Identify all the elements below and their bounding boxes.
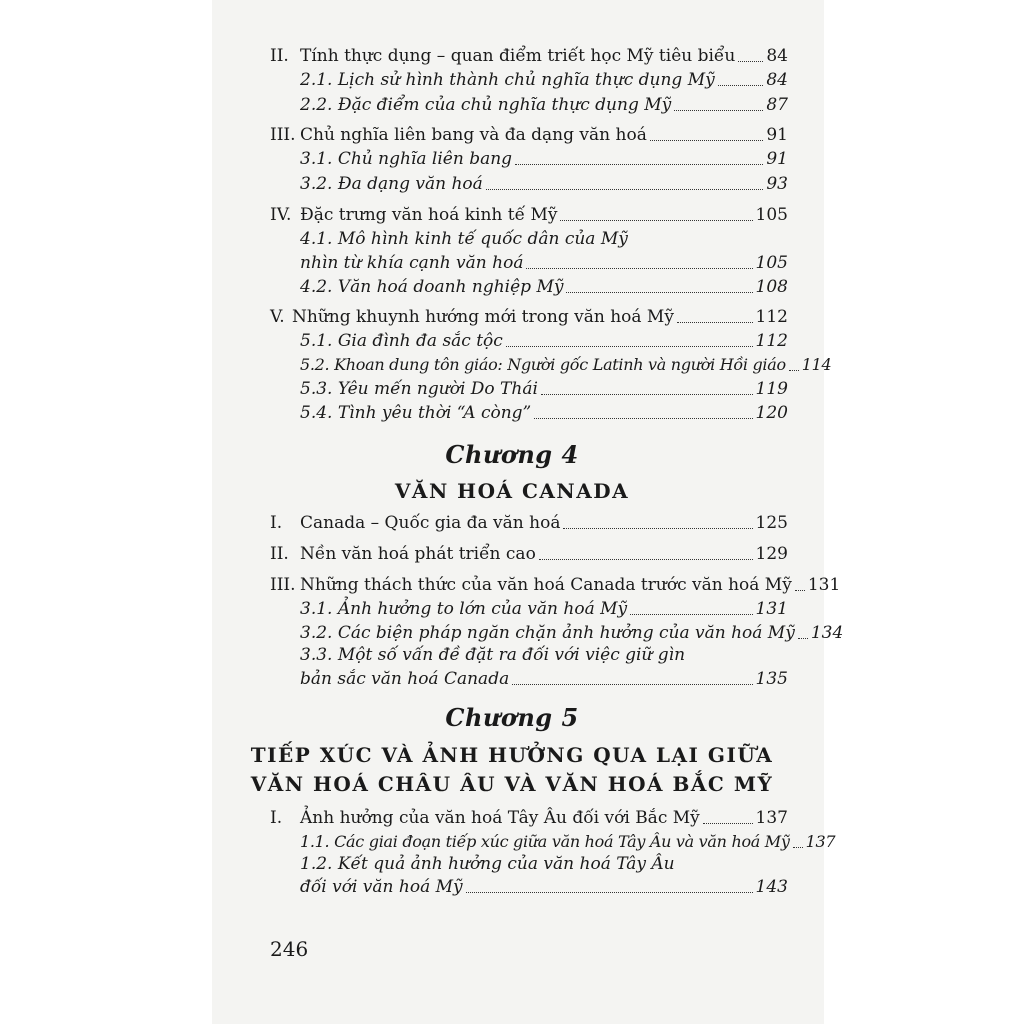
chapter-title: VĂN HOÁ CHÂU ÂU VÀ VĂN HOÁ BẮC MỸ: [250, 772, 774, 796]
dot-leader: [795, 590, 805, 591]
toc-entry-title: Những thách thức của văn hoá Canada trước văn hoá Mỹ: [300, 575, 792, 595]
dot-leader: [738, 61, 763, 62]
toc-entry-title: Chủ nghĩa liên bang và đa dạng văn hoá: [300, 125, 647, 145]
toc-entry-title: 5.3. Yêu mến người Do Thái: [300, 379, 538, 399]
toc-entry-page: 108: [755, 277, 788, 297]
toc-entry-page: 87: [766, 95, 788, 115]
dot-leader: [677, 322, 753, 323]
toc-entry-page: 129: [755, 544, 788, 564]
toc-entry-page: 112: [755, 331, 788, 351]
toc-entry-title: 3.2. Đa dạng văn hoá: [300, 174, 483, 194]
toc-entry-title: bản sắc văn hoá Canada: [300, 669, 510, 689]
dot-leader: [563, 528, 752, 529]
toc-entry-title: Ảnh hưởng của văn hoá Tây Âu đối với Bắc Mỹ: [300, 808, 700, 828]
toc-entry: [270, 807, 788, 829]
chapter-label: Chương 5: [445, 703, 579, 732]
toc-entry-title: nhìn từ khía cạnh văn hoá: [300, 253, 524, 273]
toc-entry: [300, 378, 788, 400]
toc-entry-page: 125: [755, 513, 788, 533]
dot-leader: [515, 164, 763, 165]
dot-leader: [674, 110, 763, 111]
dot-leader: [793, 847, 803, 848]
toc-entry-number: III.: [270, 125, 296, 145]
chapter-title: VĂN HOÁ CANADA: [394, 479, 630, 503]
toc-entry-page: 137: [805, 832, 836, 851]
page-number: 246: [270, 937, 309, 961]
toc-entry: [270, 543, 788, 565]
toc-entry-title: 3.1. Ảnh hưởng to lớn của văn hoá Mỹ: [300, 599, 628, 619]
dot-leader: [566, 292, 752, 293]
toc-entry: [300, 173, 788, 195]
toc-entry-number: III.: [270, 575, 296, 595]
toc-entry: [300, 276, 788, 298]
dot-leader: [506, 346, 753, 347]
dot-leader: [486, 189, 764, 190]
dot-leader: [539, 559, 753, 560]
toc-entry: [300, 252, 788, 274]
toc-entry-number: I.: [270, 513, 283, 533]
dot-leader: [789, 370, 799, 371]
toc-entry-title: 3.1. Chủ nghĩa liên bang: [300, 149, 513, 169]
toc-entry: [270, 306, 788, 328]
toc-entry-page: 135: [755, 669, 788, 689]
toc-entry: [300, 598, 788, 620]
toc-entry-number: II.: [270, 46, 289, 66]
toc-entry-title: 5.1. Gia đình đa sắc tộc: [300, 331, 503, 351]
toc-entry-page: 105: [755, 253, 788, 273]
toc-entry: [270, 512, 788, 534]
toc-entry-page: 134: [810, 623, 844, 643]
toc-entry-page: 114: [801, 355, 832, 374]
dot-leader: [512, 684, 752, 685]
dot-leader: [526, 268, 752, 269]
toc-entry: [300, 876, 788, 898]
toc-entry-title: 4.1. Mô hình kinh tế quốc dân của Mỹ: [300, 229, 628, 249]
chapter-title: TIẾP XÚC VÀ ẢNH HƯỞNG QUA LẠI GIỮA: [250, 743, 774, 767]
dot-leader: [798, 638, 808, 639]
dot-leader: [650, 140, 764, 141]
toc-entry-page: 137: [755, 808, 788, 828]
toc-entry-title: 4.2. Văn hoá doanh nghiệp Mỹ: [300, 277, 564, 297]
toc-entry-page: 91: [766, 125, 788, 145]
toc-entry-page: 112: [755, 307, 788, 327]
dot-leader: [534, 418, 752, 419]
toc-entry: [300, 831, 836, 853]
toc-entry-title: Những khuynh hướng mới trong văn hoá Mỹ: [292, 307, 674, 327]
toc-entry-title: Canada – Quốc gia đa văn hoá: [300, 513, 561, 533]
chapter-label: Chương 4: [445, 440, 579, 469]
dot-leader: [541, 394, 753, 395]
toc-entry-page: 84: [766, 70, 788, 90]
toc-entry: [300, 69, 788, 91]
toc-entry-number: I.: [270, 808, 283, 828]
toc-entry: [270, 124, 788, 146]
toc-entry: [300, 668, 788, 690]
toc-entry-title: 1.1. Các giai đoạn tiếp xúc giữa văn hoá Tây Âu và văn hoá Mỹ: [300, 832, 790, 851]
toc-entry-page: 120: [755, 403, 788, 423]
toc-entry: [270, 45, 788, 67]
toc-entry-title: 2.2. Đặc điểm của chủ nghĩa thực dụng Mỹ: [300, 95, 672, 115]
toc-entry-title: 5.2. Khoan dung tôn giáo: Người gốc Latinh và người Hồi giáo: [300, 355, 786, 374]
toc-entry: [300, 402, 788, 424]
toc-entry-page: 143: [755, 877, 788, 897]
toc-entry-title: 2.1. Lịch sử hình thành chủ nghĩa thực dụng Mỹ: [300, 70, 715, 90]
toc-entry-page: 91: [766, 149, 788, 169]
toc-entry-title: Nền văn hoá phát triển cao: [300, 544, 536, 564]
toc-entry: [270, 574, 841, 596]
toc-entry-title: Đặc trưng văn hoá kinh tế Mỹ: [300, 205, 558, 225]
dot-leader: [466, 892, 753, 893]
toc-entry-page: 84: [766, 46, 788, 66]
toc-entry: [300, 94, 788, 116]
toc-entry: [270, 204, 788, 226]
toc-entry-page: 131: [755, 599, 788, 619]
toc-entry-page: 131: [807, 575, 841, 595]
toc-entry-page: 119: [755, 379, 788, 399]
toc-entry: [300, 148, 788, 170]
toc-entry-title: 1.2. Kết quả ảnh hưởng của văn hoá Tây Âu: [300, 854, 675, 874]
toc-entry-number: IV.: [270, 205, 292, 225]
toc-entry-page: 105: [755, 205, 788, 225]
toc-entry-title: đối với văn hoá Mỹ: [300, 877, 463, 897]
toc-entry: [300, 622, 844, 644]
dot-leader: [560, 220, 752, 221]
toc-entry-number: V.: [270, 307, 285, 327]
dot-leader: [630, 614, 752, 615]
dot-leader: [703, 823, 753, 824]
toc-entry-title: 5.4. Tình yêu thời “A còng”: [300, 403, 532, 423]
toc-entry-page: 93: [766, 174, 788, 194]
toc-entry-title: 3.2. Các biện pháp ngăn chặn ảnh hưởng của văn hoá Mỹ: [300, 623, 795, 643]
toc-entry-title: 3.3. Một số vấn đề đặt ra đối với việc giữ gìn: [300, 645, 686, 665]
toc-entry-title: Tính thực dụng – quan điểm triết học Mỹ tiêu biểu: [300, 46, 736, 66]
toc-entry-number: II.: [270, 544, 289, 564]
toc-entry: [300, 330, 788, 352]
dot-leader: [718, 85, 764, 86]
toc-entry: [300, 354, 832, 376]
